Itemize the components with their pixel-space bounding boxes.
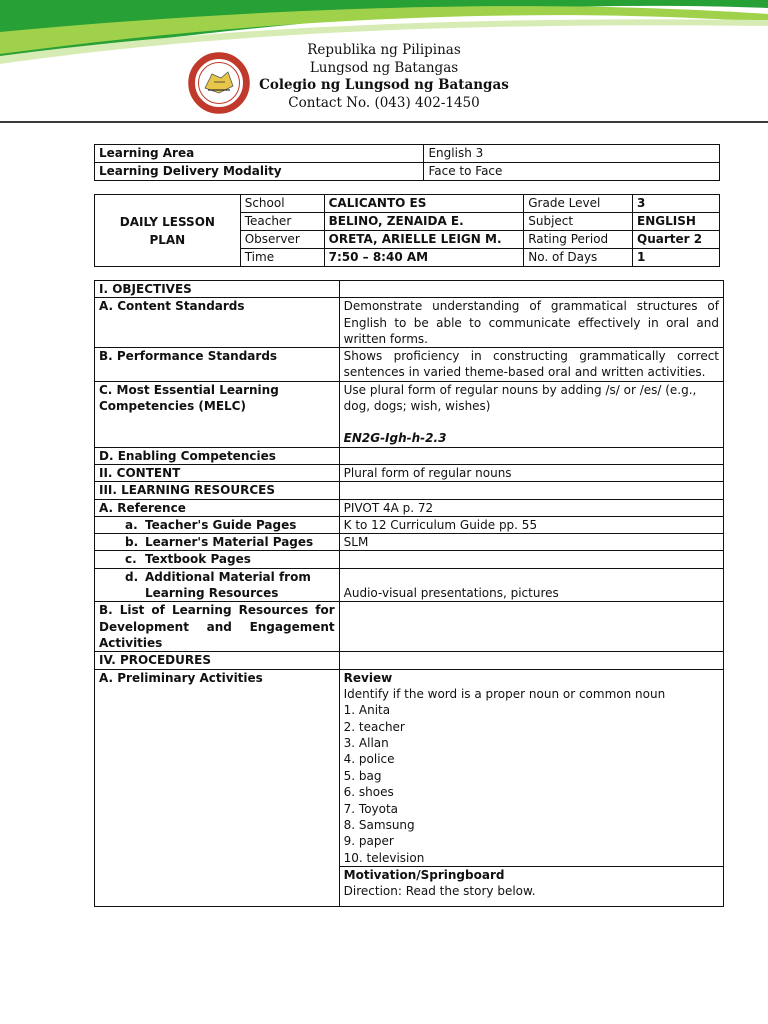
empty-cell [339,447,723,464]
teacher-label: Teacher [240,213,324,231]
list-item: 9. paper [343,834,394,849]
textbook-label [95,551,340,568]
textbook-text: Textbook Pages [145,552,251,567]
header-college: Colegio ng Lungsod ng Batangas [259,77,509,93]
review-list [344,702,719,866]
dlp-title-line2: PLAN [149,232,186,247]
table-row [95,163,720,181]
reference-label: A. Reference [95,499,340,516]
teacher-value: BELINO, ZENAIDA E. [324,213,524,231]
time-label: Time [240,249,324,267]
list-item: 6. shoes [343,785,394,800]
empty-cell [339,602,723,652]
header-divider [0,121,768,123]
table-row [95,298,724,348]
learners-material-text: Learner's Material Pages [145,535,314,550]
learners-material-letter: b. [125,535,139,550]
preliminary-activities-label: A. Preliminary Activities [95,669,340,906]
additional-material-text-1: Additional Material from [145,569,311,584]
table-row [95,516,724,533]
observer-value: ORETA, ARIELLE LEIGN M. [324,231,524,249]
list-item: 4. police [343,752,395,767]
days-value: 1 [633,249,720,267]
performance-standards-value: Shows proficiency in constructing grammatically correct sentences in varied theme-based oral and written activities. [339,348,723,382]
melc-value: Use plural form of regular nouns by adding /s/ or /es/ (e.g., dog, dogs; wish, wishes) [343,382,697,414]
subject-value: ENGLISH [633,213,720,231]
list-item: 2. teacher [343,719,405,734]
college-seal-icon [188,52,250,114]
enabling-competencies-label: D. Enabling Competencies [95,447,340,464]
delivery-modality-value: Face to Face [424,163,720,181]
table-row [95,568,724,602]
table-row [95,551,724,568]
time-value: 7:50 – 8:40 AM [324,249,524,267]
table-row [95,482,724,499]
additional-material-label [95,568,340,602]
empty-cell [339,482,723,499]
reference-value: PIVOT 4A p. 72 [339,499,723,516]
learners-material-value: SLM [339,534,723,551]
learners-material-label [95,534,340,551]
learning-area-value: English 3 [424,145,720,163]
table-row [95,464,724,481]
teachers-guide-letter: a. [125,517,138,532]
procedures-heading: IV. PROCEDURES [95,652,340,669]
additional-material-value: Audio-visual presentations, pictures [339,568,723,602]
school-label: School [240,195,324,213]
grade-level-value: 3 [633,195,720,213]
grade-level-label: Grade Level [524,195,633,213]
teachers-guide-value: K to 12 Curriculum Guide pp. 55 [339,516,723,533]
content-standards-value: Demonstrate understanding of grammatical structures of English to be able to communicate effectively in oral and written forms. [339,298,723,348]
header-republic: Republika ng Pilipinas [307,42,461,58]
table-row [95,534,724,551]
melc-code: EN2G-Igh-h-2.3 [343,431,447,446]
table-row [95,381,724,447]
motivation-title: Motivation/Springboard [343,868,505,883]
list-resources-label: B. List of Learning Resources for Development and Engagement Activities [95,602,340,652]
textbook-value [339,551,723,568]
list-item: 7. Toyota [343,801,399,816]
content-standards-label: A. Content Standards [95,298,340,348]
list-item: 8. Samsung [343,817,415,832]
melc-cell [339,381,723,447]
header-contact: Contact No. (043) 402-1450 [288,94,480,111]
school-header [250,42,518,112]
list-item: 10. television [343,850,425,865]
performance-standards-label: B. Performance Standards [95,348,340,382]
days-label: No. of Days [524,249,633,267]
teachers-guide-text: Teacher's Guide Pages [145,517,297,532]
motivation-direction: Direction: Read the story below. [343,884,536,899]
observer-label: Observer [240,231,324,249]
table-row [95,447,724,464]
preliminary-activities-cell [339,669,723,906]
rating-period-label: Rating Period [524,231,633,249]
header-city: Lungsod ng Batangas [309,59,459,76]
learning-resources-heading: III. LEARNING RESOURCES [95,482,340,499]
empty-cell [339,281,723,298]
table-row [95,195,720,213]
table-row [95,499,724,516]
additional-material-letter: d. [125,569,139,584]
review-title: Review [343,670,393,685]
table-row [95,602,724,652]
list-item: 5. bag [343,768,382,783]
additional-material-text-2: Learning Resources [145,586,279,601]
dlp-title [95,195,241,267]
empty-cell [339,652,723,669]
objectives-heading: I. OBJECTIVES [95,281,340,298]
table-row [95,652,724,669]
dlp-title-line1: DAILY LESSON [119,214,215,229]
learning-area-table [94,144,720,181]
table-row [95,145,720,163]
lesson-plan-table [94,280,724,907]
table-row [95,669,724,906]
rating-period-value: Quarter 2 [633,231,720,249]
delivery-modality-label: Learning Delivery Modality [95,163,424,181]
content-label: II. CONTENT [95,464,340,481]
content-value: Plural form of regular nouns [339,464,723,481]
subject-label: Subject [524,213,633,231]
learning-area-label: Learning Area [95,145,424,163]
teachers-guide-label [95,516,340,533]
school-value: CALICANTO ES [324,195,524,213]
list-item: 3. Allan [343,735,389,750]
textbook-letter: c. [125,552,137,567]
table-row [95,348,724,382]
review-direction: Identify if the word is a proper noun or common noun [343,686,666,701]
list-item: 1. Anita [343,703,391,718]
table-row [95,281,724,298]
melc-label: C. Most Essential Learning Competencies (MELC) [95,381,340,447]
lesson-info-table [94,194,720,267]
